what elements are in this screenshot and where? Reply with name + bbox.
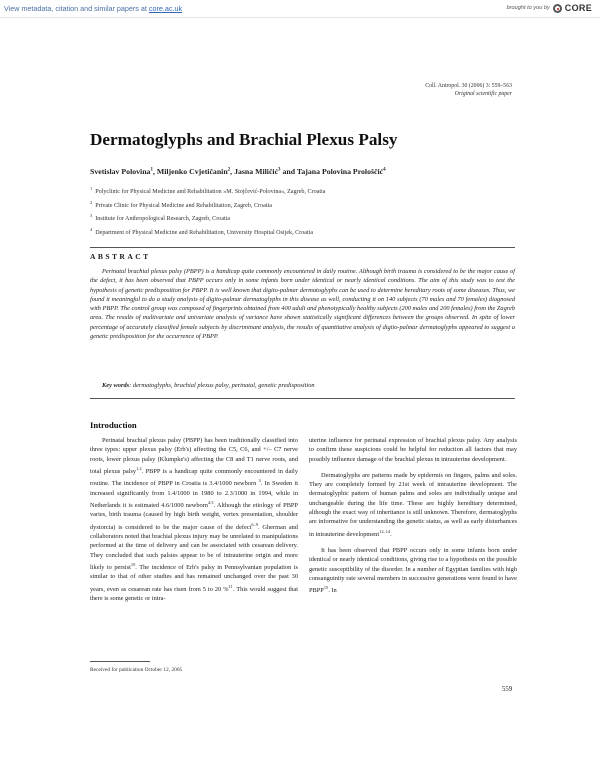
core-banner-right[interactable] [507,3,592,13]
citation: 15 [323,585,329,591]
author-list [90,167,386,176]
affiliation-text: Institute for Anthropological Research, Zagreb, Croatia [95,216,231,223]
author: Jasna Miličić [234,167,279,176]
text-run: . In [328,587,337,595]
paragraph [309,436,517,464]
affiliations [90,184,530,239]
affiliation-num: 1 [90,186,93,191]
abstract-heading: ABSTRACT [90,252,151,261]
core-brand: CORE [564,3,592,13]
citation: 11 [228,583,233,589]
affiliation-num: 4 [90,226,93,232]
author-sup: 1 [150,167,153,173]
affiliation [90,211,530,225]
affiliation-text: Private Clinic for Physical Medicine and Rehabilitation, Zagreb, Croatia [95,202,272,209]
abstract-body: Perinatal brachial plexus palsy (PBPP) is a handicap quite commonly encountered in daily routine. Although birth trauma is considered to be the major cause of the defect, it has been observed that PBPP occurs only in some infants born under identical or nearly identical conditions. The aim of this study was to test the hypothesis of genetic predisposition for PBPP. It is well known that digito-palmar dermatoglyphs can be used to determine hereditary roots of some diseases. Thus, we found it meaningful to do a study analysis of digito-palmar dermatoglyphs in this disease as well, conducting it on 140 subjects (70 males and 70 females) diagnosed with PBPP. The control group was composed of fingerprints obtained from 400 adult and phenotypically healthy subjects (200 males and 200 females) from the Zagreb area. The results of multivariate and univariate analysis of variance have shown statistically significant differences between the groups observed. In spite of lower percentage of accurately classified female subjects by discriminant analysis, the results of quantitative analysis of digito-palmar dermatoglyphs appeared to suggest a genetic predisposition for the occurrence of PBPP. [90,268,515,340]
affiliation-num: 3 [90,213,93,219]
keywords-text: : dermatoglyphs, brachial plexus palsy, perinatal, genetic predisposition [129,382,315,389]
text-run: . Although the etiology of PBPP varies, birth trauma (caused by high birth weight, vertex presentation, shoulder dystorcia) is considered to be the major cause of the defect [90,502,298,531]
core-logo-icon [553,4,562,13]
paragraph [90,436,298,603]
author-sup: 2 [227,167,231,173]
author-separator: and [280,167,297,176]
journal-info [425,82,512,98]
citation: 3 [258,478,261,484]
core-banner-left [4,4,182,13]
metadata-text: View metadata, citation and similar papers at [4,4,147,13]
paragraph [309,546,517,596]
page-number: 559 [502,686,513,693]
citation: 10 [130,562,136,567]
affiliation-text: Polyclinic for Physical Medicine and Rehabilitation »M. Stojčević-Polovina«, Zagreb, Croatia [95,189,326,196]
author: Tajana Polovina Prološčić [296,167,384,176]
brought-by-text: brought to you by [506,5,550,11]
received-footnote: Received for publication October 12, 2005 [90,667,183,673]
author: Miljenko Cvjetičanin [156,167,228,176]
citation: 4,5 [207,500,214,505]
keywords-label: Key words [102,382,130,389]
keywords [102,382,517,389]
affiliation [90,198,530,212]
citation: 1,2 [136,465,142,471]
text-run: Dermatoglyphs are patterns made by epidermis on fingers, palms and soles. They are completely formed by 21st week of intrauterine development. The dermatoglyphic pattern of human palms and soles are individually unique and unchangeable during the life time. These are highly hereditary determined, although the exact way of inheritance is still unknown. Therefore, dermatoglyphs are informative for understanding the genetic status, as well as early disturbances in intrauterine development [309,471,517,538]
author-sup: 3 [278,167,281,173]
text-run: uterine influence for perinatal expression of brachial plexus palsy. Any analysis to confirm these suspicions could be helpful for reduction all factors that may possibly influence damage of the brachial plexus in intrauterine development. [309,437,517,463]
author-separator: , [152,167,157,176]
core-banner [0,0,600,18]
affiliation [90,184,530,198]
citation: 12–14 [379,528,391,534]
article-type: Original scientific paper [454,91,512,97]
text-run: . In Sweden it increased significantly from 1.4/1000 in 1980 to 2.3/1000 in 1994, while in Netherlands it is estimated 4.6/1000 newborn [90,480,298,510]
author-separator: , [230,167,235,176]
body-column-right [309,436,517,603]
author-sup: 4 [383,167,386,173]
text-run: . PBPP is a handicap quite commonly encountered in daily routine. The incidence of PBPP in Croatia is 3.4/1000 newborn [90,468,298,488]
author: Svetislav Polovina [90,167,151,176]
text-run: It has been observed that PBPP occurs only in some infants born under identical or nearly identical conditions, giving rise to a hypothesis on the possible genetic susceptibility of the disorder. In a number of Egyptian families with high consanguinity rate several members in successive generations were found to have PBPP [309,547,517,595]
affiliation [90,225,530,239]
abstract-rule-bottom [90,398,515,399]
paper-title: Dermatoglyphs and Brachial Plexus Palsy [90,130,398,149]
citation: 6–9 [251,521,258,527]
text-run: . The incidence of Erb's palsy in Pennsylvanian population is similar to that of other studies and has remained unchanged over the past 30 years, even as cesarean rate has risen from 5 to 20 % [90,564,298,593]
paragraph [309,471,517,539]
text-run: . [390,530,392,538]
journal-citation: Coll. Antropol. 30 (2006) 3: 559–563 [425,83,512,89]
section-heading: Introduction [90,420,137,430]
body-column-left [90,436,298,610]
text-run: . This would suggest that there is some genetic or intra- [90,585,298,603]
affiliation-num: 2 [90,199,93,205]
footnote-rule [90,661,150,662]
core-link[interactable]: core.ac.uk [148,4,183,13]
abstract-rule-top [90,247,515,248]
text-run: . Gherman and collaborators noted that brachial plexus injury may be unrelated to manipulations performed at the time of delivery and can be associated with cesarean delivery. They concluded that such palsies appear to be of intrauterine origin and more likely to persist [90,523,298,572]
affiliation-text: Department of Physical Medicine and Rehabilitation, University Hospital Osijek, Croatia [95,229,314,236]
text-run: Perinatal brachial plexus palsy (PBPP) has been traditionally classified into three types: upper plexus palsy (Erb's) affecting the C5, C6, and +/– C7 nerve roots, lower plexus palsy (Klumpke's) affecting the C8 and T1 nerve roots, and total plexus palsy [90,437,298,475]
